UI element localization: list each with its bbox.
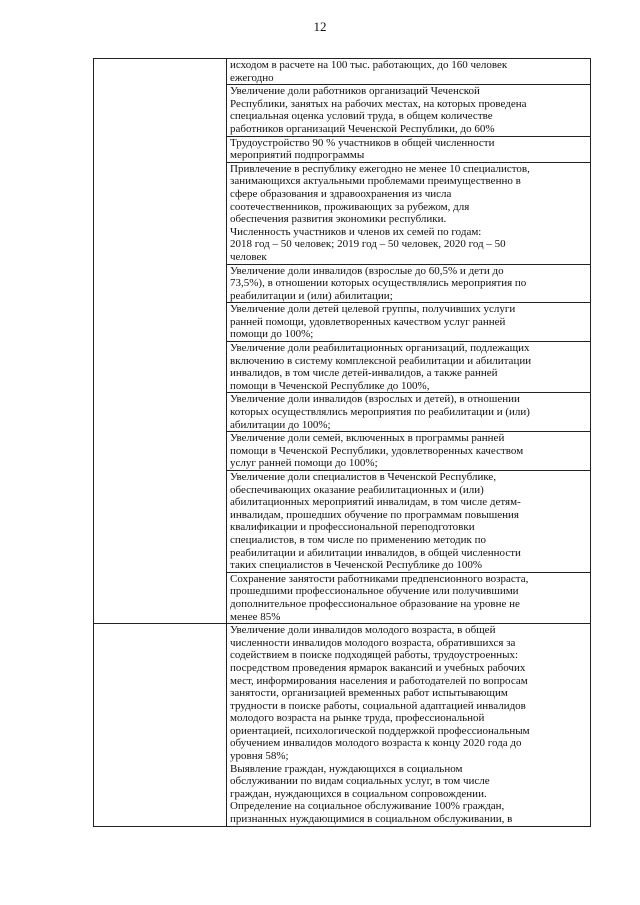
left-cell: [94, 59, 227, 624]
indicator-cell: [227, 432, 591, 471]
indicator-text: Увеличение доли инвалидов (взрослых и детей), в отношении которых осуществлялись мероприятия по реабилитации и (или) абилитации до 100%;: [230, 393, 530, 431]
indicator-text: Привлечение в республику ежегодно не менее 10 специалистов, занимающихся актуальными проблемами преимущественно в сфере образования и здравоохранения из числа соотечественников, проживающих за рубежом, для обеспечения развития экономики республики. Численность участников и членов их семей по годам: 2018 год – 50 человек; 2019 год – 50 человек, 2020 год – 50 человек: [230, 162, 530, 263]
indicator-cell: [227, 303, 591, 342]
indicator-text: Увеличение доли работников организаций Чеченской Республики, занятых на рабочих местах, на которых проведена специальная оценка условий труда, в общем количестве работников организаций Чеченской Республики, до 60%: [230, 85, 527, 135]
indicator-cell: [227, 59, 591, 85]
indicator-cell: [227, 162, 591, 264]
indicator-text: Увеличение доли инвалидов (взрослые до 60,5% и дети до 73,5%), в отношении которых осуществлялись мероприятия по реабилитации и (или) абилитации;: [230, 264, 527, 302]
indicator-cell: [227, 393, 591, 432]
indicator-cell: [227, 572, 591, 623]
indicator-text: Увеличение доли семей, включенных в программы ранней помощи в Чеченской Республики, удовлетворенных качеством услуг ранней помощи до 100%;: [230, 432, 524, 470]
indicator-text: Увеличение доли детей целевой группы, получивших услуги ранней помощи, удовлетворенных качеством услуг ранней помощи до 100%;: [230, 303, 516, 341]
indicator-cell: [227, 136, 591, 162]
indicators-table: [93, 58, 591, 827]
indicator-cell: [227, 342, 591, 393]
indicator-cell: [227, 264, 591, 303]
indicator-cell: [227, 471, 591, 573]
indicator-text: Увеличение доли специалистов в Чеченской Республике, обеспечивающих оказание реабилитационных и (или) абилитационных мероприятий инвалидам, в том числе детям- инвалидам, прошедших обучение по программам повышения квалификации и профессиональной переподготовки специалистов, в том числе по применению методик по реабилитации и абилитации инвалидов, в общей численности таких специалистов в Чеченской Республике до 100%: [230, 471, 521, 572]
indicator-text: Сохранение занятости работниками предпенсионного возраста, прошедшими профессиональное обучение или получившими дополнительное профессиональное образование на уровне не менее 85%: [230, 572, 529, 623]
table-row: [94, 59, 591, 85]
indicator-cell: [227, 624, 591, 827]
indicator-text: Увеличение доли реабилитационных организаций, подлежащих включению в систему комплексной реабилитации и абилитации инвалидов, в том числе детей-инвалидов, а также ранней помощи в Чеченской Республике до 100%,: [230, 342, 532, 392]
indicator-cell: [227, 85, 591, 136]
table-row: [94, 624, 591, 827]
page-number: 12: [313, 19, 327, 34]
indicator-text: Трудоустройство 90 % участников в общей численности мероприятий подпрограммы: [230, 136, 495, 162]
indicator-text: исходом в расчете на 100 тыс. работающих, до 160 человек ежегодно: [230, 59, 508, 84]
left-cell: [94, 624, 227, 827]
indicator-text: Увеличение доли инвалидов молодого возраста, в общей численности инвалидов молодого возраста, обратившихся за содействием в поиске подходящей работы, трудоустроенных: посредством проведения ярмарок вакансий и учебных рабочих мест, информирования населения и работодателей по вопросам занятости, организацией временных работ испытывающим трудности в поиске работы, социальной адаптацией инвалидов молодого возраста на рынке труда, профессиональной ориентацией, психологической поддержкой профессиональным обучением инвалидов молодого возраста к концу 2020 года до уровня 58%; Выявление граждан, нуждающихся в социальном обслуживании по видам социальных услуг, в том числе граждан, нуждающихся в социальном сопровождении. Определение на социальное обслуживание 100% граждан, признанных нуждающимися в социальном обслуживании, в: [230, 624, 530, 826]
